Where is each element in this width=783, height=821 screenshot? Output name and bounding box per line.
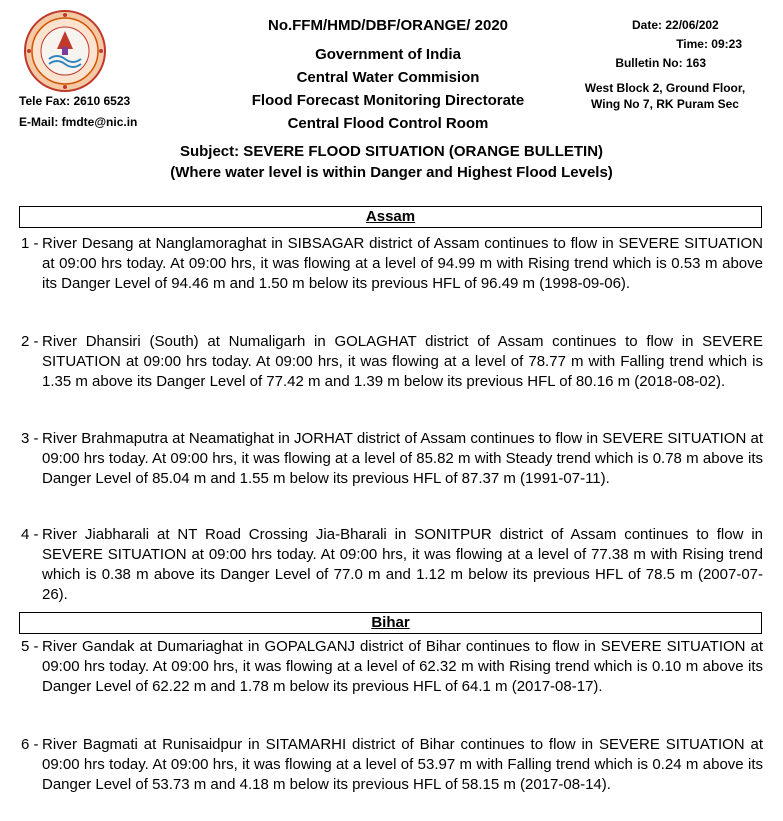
item-text: River Bagmati at Runisaidpur in SITAMARHI district of Bihar continues to flow in SEVERE SITUATION at 09:00 hrs today. At 09:00 hrs, it was flowing at a level of 53.97 m with Falling trend which is 0.24 m above its Danger Level of 53.73 m and 4.18 m below its previous HFL of 58.15 m (2017-08-14). <box>42 736 763 793</box>
tele-fax: Tele Fax: 2610 6523 <box>19 94 131 108</box>
item-number: 4 - <box>21 526 39 543</box>
state-name: Bihar <box>371 614 410 631</box>
item-text: River Brahmaputra at Neamatighat in JORHAT district of Assam continues to flow in SEVERE SITUATION at 09:00 hrs today. At 09:00 hrs, it was flowing at a level of 85.82 m with Steady trend which is 0.78 m above its Danger Level of 85.04 m and 1.55 m below its previous HFL of 87.37 m (1991-07-11). <box>42 430 763 487</box>
address-line-2: Wing No 7, RK Puram Sec <box>591 97 739 111</box>
org-line-3: Flood Forecast Monitoring Directorate <box>251 92 525 109</box>
list-item <box>21 525 763 605</box>
list-item <box>21 637 763 697</box>
item-number: 5 - <box>21 638 39 655</box>
subject-note: (Where water level is within Danger and Highest Flood Levels) <box>170 164 613 181</box>
email: E-Mail: fmdte@nic.in <box>19 115 138 129</box>
bulletin-time: Time: 09:23 <box>676 37 742 51</box>
list-item <box>21 332 763 392</box>
item-number: 3 - <box>21 430 39 447</box>
state-header-bihar <box>19 612 762 634</box>
bulletin-ref: No.FFM/HMD/DBF/ORANGE/ 2020 <box>267 17 508 34</box>
address-line-1: West Block 2, Ground Floor, <box>584 81 746 95</box>
item-text: River Gandak at Dumariaghat in GOPALGANJ district of Bihar continues to flow in SEVERE SITUATION at 09:00 hrs today. At 09:00 hrs, it was flowing at a level of 62.32 m with Rising trend which is 0.10 m above its Danger Level of 62.22 m and 1.78 m below its previous HFL of 64.1 m (2017-08-17). <box>42 638 763 695</box>
cwc-logo <box>23 9 107 93</box>
item-number: 1 - <box>21 235 39 252</box>
list-item <box>21 429 763 489</box>
org-line-4: Central Flood Control Room <box>287 115 489 132</box>
bulletin-date: Date: 22/06/202 <box>632 18 719 32</box>
item-text: River Jiabharali at NT Road Crossing Jia-Bharali in SONITPUR district of Assam continues to flow in SEVERE SITUATION at 09:00 hrs today. At 09:00 hrs, it was flowing at a level of 77.38 m with Rising trend which is 0.38 m above its Danger Level of 77.0 m and 1.12 m below its previous HFL of 78.5 m (2007-07-26). <box>42 526 763 603</box>
item-text: River Desang at Nanglamoraghat in SIBSAGAR district of Assam continues to flow in SEVERE SITUATION at 09:00 hrs today. At 09:00 hrs, it was flowing at a level of 94.99 m with Rising trend which is 0.53 m above its Danger Level of 94.46 m and 1.50 m below its previous HFL of 96.49 m (1998-09-06). <box>42 235 763 292</box>
item-number: 2 - <box>21 333 39 350</box>
org-line-1: Government of India <box>315 46 461 63</box>
org-line-2: Central Water Commision <box>296 69 480 86</box>
state-header-assam <box>19 206 762 228</box>
item-text: River Dhansiri (South) at Numaligarh in GOLAGHAT district of Assam continues to flow in SEVERE SITUATION at 09:00 hrs today. At 09:00 hrs, it was flowing at a level of 78.77 m with Falling trend which is 1.35 m above its Danger Level of 77.42 m and 1.39 m below its previous HFL of 80.16 m (2018-08-02). <box>42 333 763 390</box>
subject-line: Subject: SEVERE FLOOD SITUATION (ORANGE BULLETIN) <box>179 143 604 160</box>
list-item <box>21 234 763 294</box>
item-number: 6 - <box>21 736 39 753</box>
state-name: Assam <box>365 208 416 225</box>
bulletin-number: Bulletin No: 163 <box>615 56 706 70</box>
list-item <box>21 735 763 795</box>
